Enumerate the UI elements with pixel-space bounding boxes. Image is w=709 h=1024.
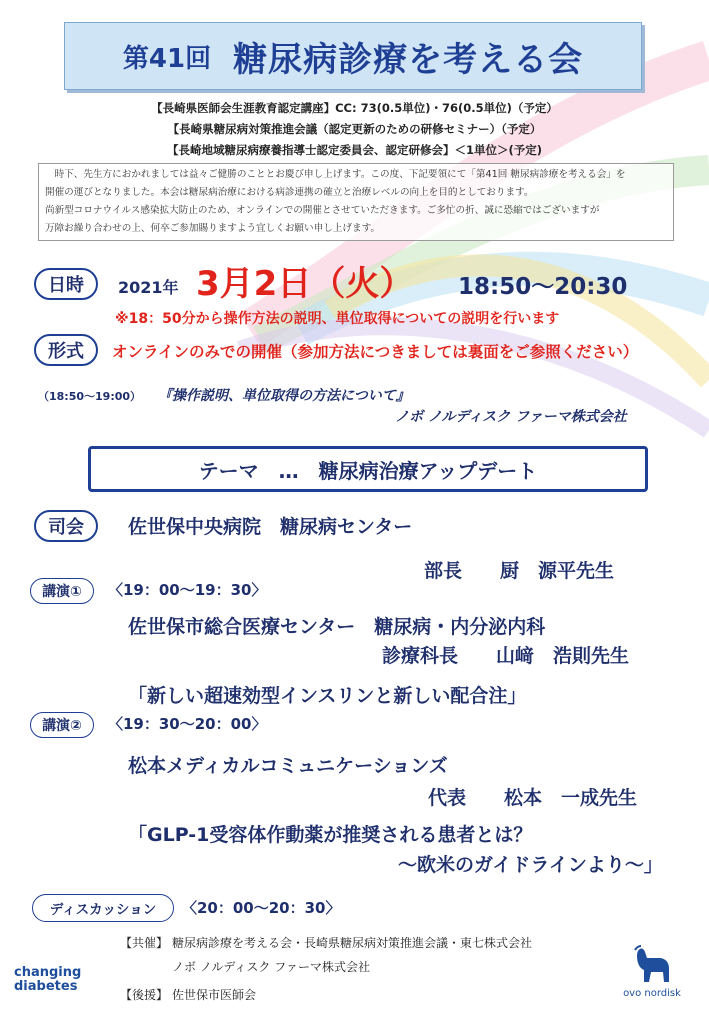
novo-nordisk-logo	[612, 942, 692, 999]
lecture2-title-2: ～欧米のガイドラインより～」	[398, 854, 663, 876]
lecture2-title-1: 「GLP-1受容体作動薬が推奨される患者とは？	[128, 824, 533, 846]
intro-session-time: （18:50～19:00）	[38, 390, 142, 403]
lecture1-title: 「新しい超速効型インスリンと新しい配合注」	[128, 685, 527, 707]
logo-right-text: ovo nordisk	[623, 988, 681, 999]
title-session: 第41回	[122, 43, 212, 74]
credit-line-2: 【長崎県糖尿病対策推進会議（認定更新のための研修セミナー）（予定）	[167, 122, 542, 136]
date-year: 2021年	[118, 278, 179, 297]
date-label: 日時	[34, 268, 98, 300]
discussion-label: ディスカッション	[32, 894, 174, 922]
intro-line-1: 時下、先生方におかれましては益々ご健勝のこととお慶び申し上げます。この度、下記要領にて「第41回 糖尿病診療を考える会」を	[45, 169, 626, 180]
intro-line-3: 尚新型コロナウイルス感染拡大防止のため、オンラインでの開催とさせていただきます。ご多忙の折、誠に恐縮ではございますが	[45, 205, 600, 216]
lecture1-name: 診療科長 山﨑 浩則先生	[382, 645, 630, 667]
lecture1-affiliation: 佐世保市総合医療センター 糖尿病・内分泌内科	[128, 616, 546, 638]
theme-box	[88, 446, 648, 492]
date-day: 3月2日（火）	[196, 264, 414, 304]
intro-session-title: 『操作説明、単位取得の方法について』	[158, 388, 410, 404]
logo-left-line-2: diabetes	[14, 979, 78, 994]
date-time: 18:50～20:30	[458, 274, 628, 300]
intro-box	[38, 163, 674, 241]
chair-affiliation: 佐世保中央病院 糖尿病センター	[128, 516, 413, 538]
support-label: 【後援】	[120, 988, 169, 1002]
intro-line-2: 開催の運びとなりました。本会は糖尿病治療における病診連携の確立と治療レベルの向上を目的としております。	[45, 187, 534, 198]
lecture1-time: 〈19：00～19：30〉	[108, 581, 267, 599]
chair-label: 司会	[34, 510, 98, 542]
intro-line-4: 万障お繰り合わせの上、何卒ご参加賜りますよう宜しくお願い申し上げます。	[45, 223, 381, 234]
format-text: オンラインのみでの開催（参加方法につきましては裏面をご参照ください）	[112, 343, 639, 361]
page-title: 糖尿病診療を考える会	[233, 39, 584, 80]
support-text: 佐世保市医師会	[172, 988, 257, 1002]
discussion-time: 〈20：00～20：30〉	[182, 899, 341, 917]
chair-name: 部長 厨 源平先生	[424, 560, 615, 582]
lecture2-time: 〈19：30～20：00〉	[108, 715, 267, 733]
lecture2-name: 代表 松本 一成先生	[428, 787, 638, 809]
cohost-line-2: ノボ ノルディスク ファーマ株式会社	[172, 960, 370, 974]
changing-diabetes-logo	[14, 966, 81, 994]
title-banner	[64, 22, 642, 90]
cohost-label: 【共催】	[120, 936, 169, 950]
format-label: 形式	[34, 334, 98, 366]
theme-text: テーマ … 糖尿病治療アップデート	[198, 458, 538, 483]
lecture2-label: 講演②	[30, 712, 94, 738]
logo-left-line-1: changing	[14, 965, 82, 980]
date-note: ※18：50分から操作方法の説明、単位取得についての説明を行います	[115, 311, 560, 327]
credit-line-1: 【長崎県医師会生涯教育認定講座】CC: 73(0.5単位)・76(0.5単位)（予定）	[151, 101, 558, 115]
cohost-line-1: 糖尿病診療を考える会・長崎県糖尿病対策推進会議・東七株式会社	[172, 936, 533, 950]
intro-session-company: ノボ ノルディスク ファーマ株式会社	[395, 409, 627, 425]
apis-bull-icon	[629, 942, 675, 986]
lecture1-label: 講演①	[30, 578, 94, 604]
credit-line-3: 【長崎地域糖尿病療養指導士認定委員会、認定研修会】＜1単位＞(予定)	[166, 143, 542, 157]
lecture2-affiliation: 松本メディカルコミュニケーションズ	[128, 755, 448, 777]
